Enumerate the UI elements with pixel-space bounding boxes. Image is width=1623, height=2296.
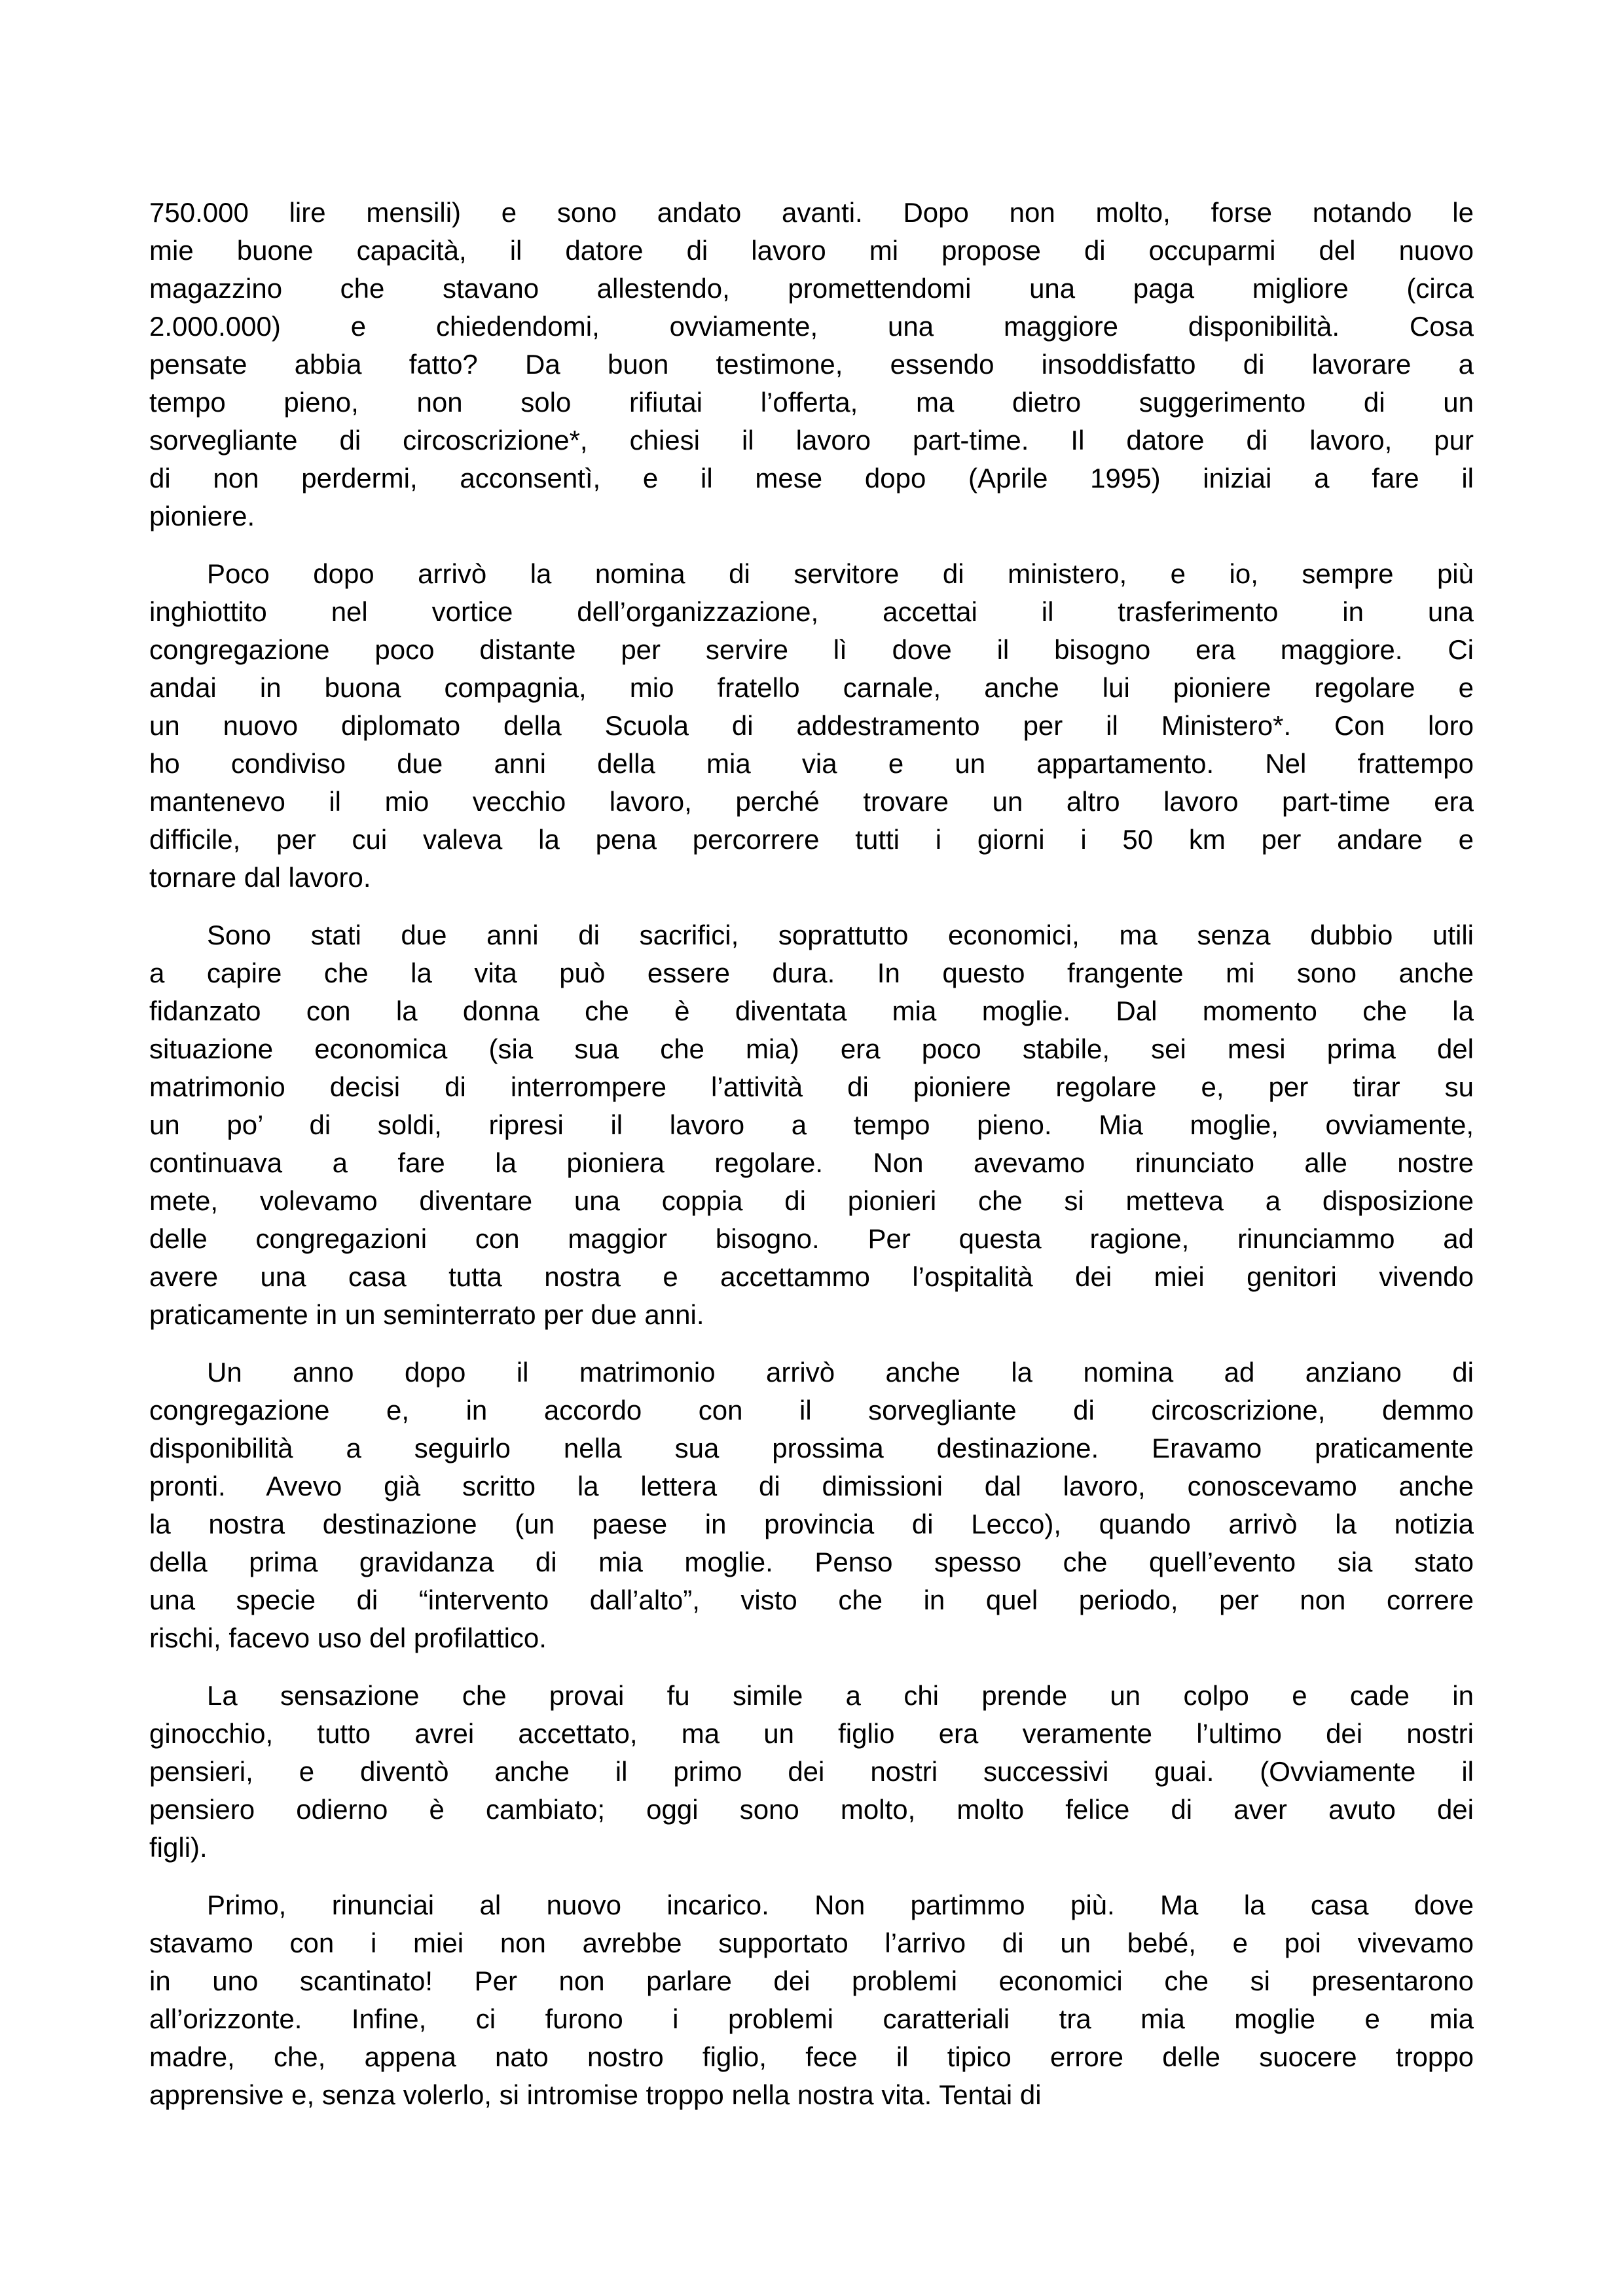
paragraph [149,194,1474,535]
text-line: Poco dopo arrivò la nomina di servitore di ministero, e io, sempre più [207,558,1474,589]
text-line: all’orizzonte. Infine, ci furono i problemi caratteriali tra mia moglie e mia [149,2003,1474,2034]
text-line: pensieri, e diventò anche il primo dei nostri successivi guai. (Ovviamente il [149,1756,1474,1787]
text-line: mantenevo il mio vecchio lavoro, perché trovare un altro lavoro part-time era [149,786,1474,817]
text-line: pensiero odierno è cambiato; oggi sono molto, molto felice di aver avuto dei [149,1794,1474,1825]
text-line: Sono stati due anni di sacrifici, soprattutto economici, ma senza dubbio utili [207,920,1474,950]
document-body [149,194,1474,2114]
paragraph [149,1677,1474,1867]
text-line: difficile, per cui valeva la pena percorrere tutti i giorni i 50 km per andare e [149,824,1474,855]
paragraph [149,1886,1474,2114]
text-line: 2.000.000) e chiedendomi, ovviamente, una maggiore disponibilità. Cosa [149,311,1474,342]
text-line: pioniere. [149,501,255,531]
text-line: Primo, rinunciai al nuovo incarico. Non partimmo più. Ma la casa dove [207,1890,1474,1920]
text-line: ho condiviso due anni della mia via e un appartamento. Nel frattempo [149,748,1474,779]
text-line: congregazione poco distante per servire lì dove il bisogno era maggiore. Ci [149,634,1474,665]
text-line: pensate abbia fatto? Da buon testimone, essendo insoddisfatto di lavorare a [149,349,1474,380]
text-line: la nostra destinazione (un paese in provincia di Lecco), quando arrivò la notizia [149,1509,1474,1539]
text-line: situazione economica (sia sua che mia) era poco stabile, sei mesi prima del [149,1033,1474,1064]
text-line: avere una casa tutta nostra e accettammo l’ospitalità dei miei genitori vivendo [149,1261,1474,1292]
text-line: stavamo con i miei non avrebbe supportato l’arrivo di un bebé, e poi vivevamo [149,1928,1474,1958]
text-line: delle congregazioni con maggior bisogno. Per questa ragione, rinunciammo ad [149,1223,1474,1254]
text-line: Un anno dopo il matrimonio arrivò anche la nomina ad anziano di [207,1357,1474,1388]
text-line: un nuovo diplomato della Scuola di addestramento per il Ministero*. Con loro [149,710,1474,741]
text-line: pronti. Avevo già scritto la lettera di dimissioni dal lavoro, conoscevamo anche [149,1471,1474,1501]
text-line: mete, volevamo diventare una coppia di pionieri che si metteva a disposizione [149,1185,1474,1216]
text-line: disponibilità a seguirlo nella sua prossima destinazione. Eravamo praticamente [149,1433,1474,1463]
text-line: congregazione e, in accordo con il sorvegliante di circoscrizione, demmo [149,1395,1474,1426]
text-line: continuava a fare la pioniera regolare. Non avevamo rinunciato alle nostre [149,1147,1474,1178]
paragraph [149,1354,1474,1657]
text-line: inghiottito nel vortice dell’organizzazione, accettai il trasferimento in una [149,596,1474,627]
text-line: rischi, facevo uso del profilattico. [149,1623,547,1653]
text-line: fidanzato con la donna che è diventata mia moglie. Dal momento che la [149,996,1474,1026]
text-line: andai in buona compagnia, mio fratello carnale, anche lui pioniere regolare e [149,672,1474,703]
paragraph [149,555,1474,897]
text-line: di non perdermi, acconsentì, e il mese dopo (Aprile 1995) iniziai a fare il [149,463,1474,493]
text-line: ginocchio, tutto avrei accettato, ma un figlio era veramente l’ultimo dei nostri [149,1718,1474,1749]
text-line: praticamente in un seminterrato per due anni. [149,1299,704,1330]
text-line: mie buone capacità, il datore di lavoro mi propose di occuparmi del nuovo [149,235,1474,266]
text-line: 750.000 lire mensili) e sono andato avanti. Dopo non molto, forse notando le [149,197,1474,228]
text-line: La sensazione che provai fu simile a chi prende un colpo e cade in [207,1680,1474,1711]
text-line: matrimonio decisi di interrompere l’attività di pioniere regolare e, per tirar su [149,1071,1474,1102]
text-line: apprensive e, senza volerlo, si intromise troppo nella nostra vita. Tentai di [149,2079,1042,2110]
text-line: un po’ di soldi, ripresi il lavoro a tempo pieno. Mia moglie, ovviamente, [149,1109,1474,1140]
text-line: a capire che la vita può essere dura. In questo frangente mi sono anche [149,958,1474,988]
text-line: figli). [149,1832,208,1863]
text-line: della prima gravidanza di mia moglie. Penso spesso che quell’evento sia stato [149,1547,1474,1577]
paragraph [149,916,1474,1334]
text-line: in uno scantinato! Per non parlare dei problemi economici che si presentarono [149,1965,1474,1996]
text-line: sorvegliante di circoscrizione*, chiesi il lavoro part-time. Il datore di lavoro, pur [149,425,1474,456]
text-line: magazzino che stavano allestendo, promettendomi una paga migliore (circa [149,273,1474,304]
text-line: madre, che, appena nato nostro figlio, fece il tipico errore delle suocere troppo [149,2041,1474,2072]
text-line: una specie di “intervento dall’alto”, visto che in quel periodo, per non correre [149,1585,1474,1615]
text-line: tornare dal lavoro. [149,862,371,893]
text-line: tempo pieno, non solo rifiutai l’offerta, ma dietro suggerimento di un [149,387,1474,418]
